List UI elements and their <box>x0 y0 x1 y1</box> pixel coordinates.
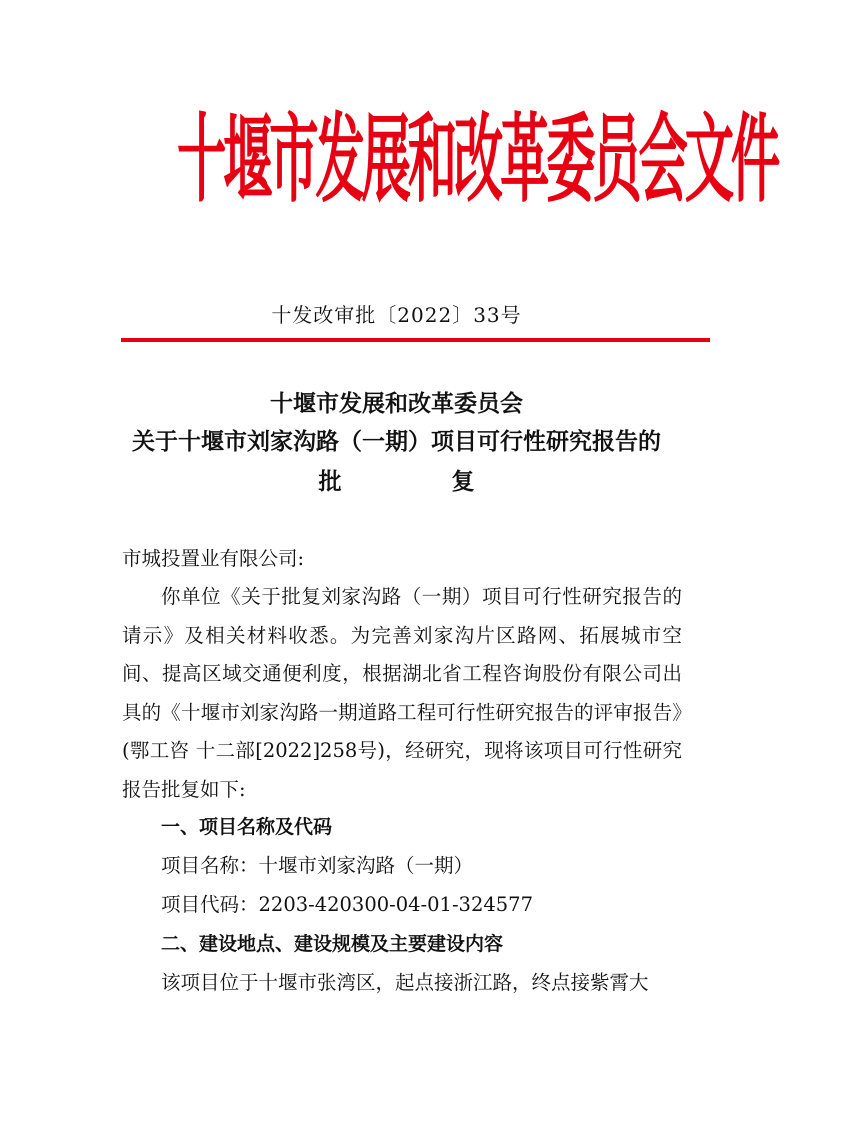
title-line-2: 关于十堰市刘家沟路（一期）项目可行性研究报告的 <box>132 428 661 455</box>
section-2-heading: 二、建设地点、建设规模及主要建设内容 <box>161 933 504 955</box>
project-name-line: 项目名称：十堰市刘家沟路（一期） <box>161 854 474 877</box>
addressee: 市城投置业有限公司: <box>122 547 305 570</box>
red-divider-line <box>121 338 710 342</box>
title-line-3 <box>100 464 693 500</box>
document-masthead <box>100 100 778 220</box>
section-2-first-line: 该项目位于十堰市张湾区，起点接浙江路，终点接紫霄大 <box>161 971 649 994</box>
document-number: 十发改审批〔2022〕33号 <box>271 303 522 327</box>
project-code-line: 项目代码：2203-420300-04-01-324577 <box>161 893 533 916</box>
body-paragraph-1: 你单位《关于批复刘家沟路（一期）项目可行性研究报告的请示》及相关材料收悉。为完善刘家沟片区路网、拓展城市空间、提高区域交通便利度，根据湖北省工程咨询股份有限公司出具的《十堰市刘家沟路一期道路工程可行性研究报告的评审报告》(鄂工咨 十二部[2022]258号)，经研究，现将该项目可行性研究报告批复如下: <box>122 585 682 801</box>
section-1-heading: 一、项目名称及代码 <box>161 816 333 838</box>
title-char-pi: 批 <box>318 468 342 495</box>
title-char-fu: 复 <box>451 468 475 495</box>
title-line-1: 十堰市发展和改革委员会 <box>270 390 523 417</box>
masthead-title: 十堰市发展和改革委员会文件 <box>177 102 778 216</box>
